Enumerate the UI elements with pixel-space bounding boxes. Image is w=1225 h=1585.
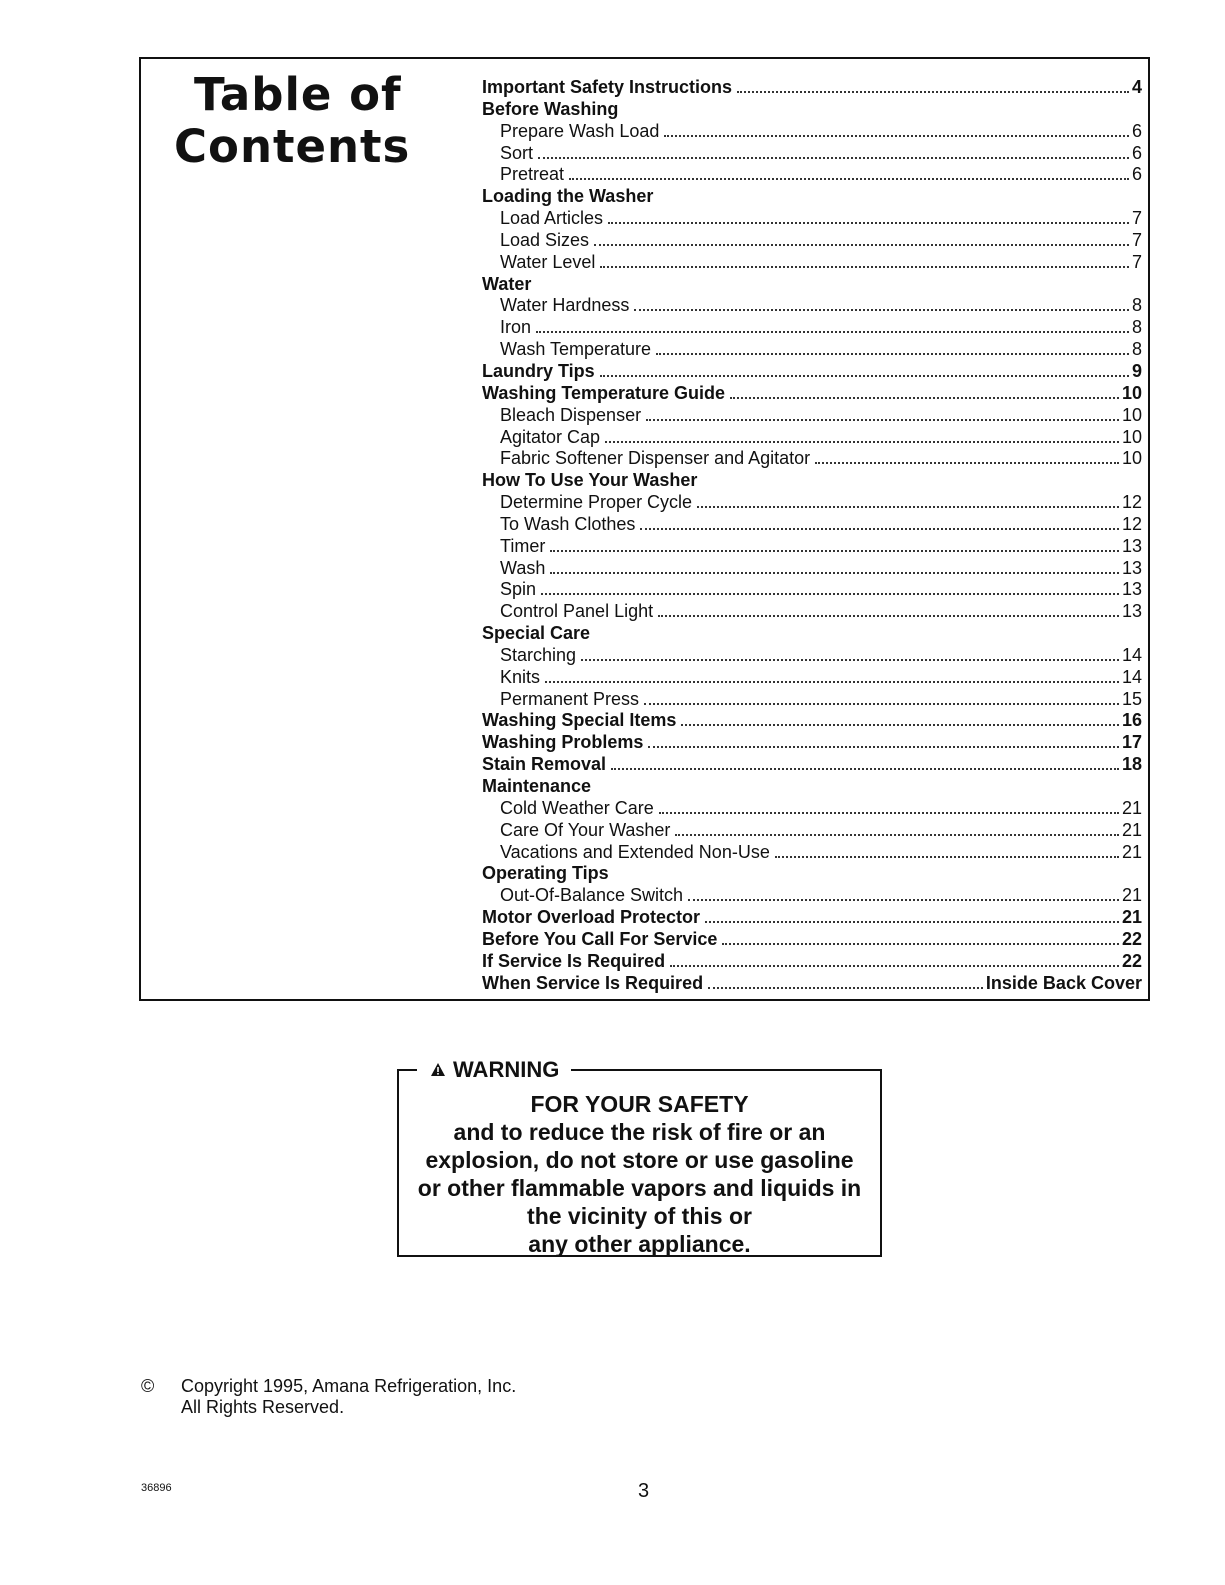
warning-box (397, 1057, 882, 1257)
toc-entry-page: 6 (1131, 120, 1142, 141)
dot-leader (708, 987, 983, 989)
toc-entry-page: 10 (1121, 448, 1142, 469)
toc-subentry (482, 558, 1142, 580)
dot-leader (640, 528, 1119, 530)
toc-entry-title: Care Of Your Washer (500, 819, 671, 840)
toc-subentry (482, 667, 1142, 689)
toc-entry-title: Cold Weather Care (500, 797, 654, 818)
toc-section-entry (482, 776, 1142, 798)
dot-leader (705, 921, 1119, 923)
toc-entry-title: Operating Tips (482, 863, 609, 884)
toc-entry-title: Determine Proper Cycle (500, 492, 693, 513)
toc-entry-title: Water (482, 273, 532, 294)
toc-subentry (482, 689, 1142, 711)
toc-section-entry (482, 863, 1142, 885)
dot-leader (569, 178, 1129, 180)
toc-entry-title: Important Safety Instructions (482, 77, 733, 97)
warning-line: and to reduce the risk of fire or an (453, 1119, 826, 1145)
toc-entry-title: Spin (500, 579, 537, 600)
toc-subentry (482, 885, 1142, 907)
toc-subentry (482, 252, 1142, 274)
toc-section-entry (482, 951, 1142, 973)
dot-leader (634, 309, 1129, 311)
toc-entry-title: Wash (500, 557, 546, 578)
toc-subentry (482, 536, 1142, 558)
toc-entry-title: Control Panel Light (500, 601, 654, 622)
dot-leader (536, 331, 1129, 333)
dot-leader (646, 419, 1119, 421)
toc-title-line2: Contents (174, 120, 411, 173)
dot-leader (608, 222, 1129, 224)
toc-title (174, 69, 410, 173)
toc-subentry (482, 427, 1142, 449)
toc-entry-page: 8 (1131, 339, 1142, 360)
toc-subentry (482, 579, 1142, 601)
toc-entry-page: 10 (1121, 382, 1142, 403)
toc-entry-page: 21 (1121, 907, 1142, 928)
toc-entry-page: 18 (1121, 754, 1142, 775)
dot-leader (605, 441, 1119, 443)
dot-leader (600, 266, 1129, 268)
toc-entry-page: 8 (1131, 317, 1142, 338)
warning-line: any other appliance. (528, 1231, 751, 1257)
dot-leader (775, 856, 1119, 858)
toc-entry-title: Timer (500, 535, 546, 556)
warning-line: FOR YOUR SAFETY (530, 1091, 749, 1117)
dot-leader (550, 572, 1119, 574)
toc-section-entry (482, 710, 1142, 732)
toc-section-entry (482, 470, 1142, 492)
toc-entry-title: When Service Is Required (482, 972, 704, 993)
toc-subentry (482, 317, 1142, 339)
toc-entry-page: 13 (1121, 535, 1142, 556)
page-number: 3 (638, 1480, 650, 1502)
dot-leader (730, 397, 1119, 399)
toc-entry-page: 16 (1121, 710, 1142, 731)
toc-entry-title: Iron (500, 317, 532, 338)
toc-entry-title: To Wash Clothes (500, 513, 636, 534)
toc-entry-title: Sort (500, 142, 534, 163)
toc-entry-page: 6 (1131, 164, 1142, 185)
toc-entry-page: 10 (1121, 404, 1142, 425)
toc-entry-page: 14 (1121, 644, 1142, 665)
dot-leader (656, 353, 1129, 355)
toc-subentry (482, 798, 1142, 820)
toc-entry-title: Stain Removal (482, 754, 607, 775)
toc-entry-page: 13 (1121, 579, 1142, 600)
toc-entry-title: Water Level (500, 251, 596, 272)
toc-entry-page: 12 (1121, 492, 1142, 513)
copyright-line: Copyright 1995, Amana Refrigeration, Inc. (181, 1376, 517, 1396)
toc-subentry (482, 339, 1142, 361)
toc-entry-title: Special Care (482, 623, 591, 644)
toc-list (482, 77, 1142, 994)
toc-entry-page: 7 (1131, 208, 1142, 229)
toc-subentry (482, 601, 1142, 623)
dot-leader (681, 724, 1119, 726)
dot-leader (664, 135, 1129, 137)
toc-entry-page: 21 (1121, 819, 1142, 840)
toc-entry-title: Washing Special Items (482, 710, 677, 731)
toc-entry-title: Prepare Wash Load (500, 120, 660, 141)
toc-entry-page: 9 (1131, 360, 1142, 381)
toc-subentry (482, 164, 1142, 186)
table-of-contents (139, 57, 1150, 1001)
toc-entry-page: 4 (1131, 77, 1142, 97)
toc-subentry (482, 405, 1142, 427)
toc-entry-page: 13 (1121, 601, 1142, 622)
toc-entry-title: Washing Temperature Guide (482, 382, 726, 403)
toc-subentry (482, 842, 1142, 864)
copyright-icon: © (141, 1376, 155, 1396)
toc-entry-title: Load Articles (500, 208, 604, 229)
toc-entry-title: Vacations and Extended Non-Use (500, 841, 770, 862)
warning-header (397, 1055, 882, 1085)
dot-leader (648, 746, 1119, 748)
toc-subentry (482, 121, 1142, 143)
toc-entry-title: Wash Temperature (500, 339, 652, 360)
toc-entry-title: Fabric Softener Dispenser and Agitator (500, 448, 811, 469)
toc-subentry (482, 820, 1142, 842)
toc-section-entry (482, 77, 1142, 99)
toc-section-entry (482, 973, 1142, 995)
toc-entry-page: Inside Back Cover (985, 972, 1142, 993)
toc-section-entry (482, 99, 1142, 121)
toc-entry-title: Starching (500, 644, 577, 665)
toc-section-entry (482, 274, 1142, 296)
toc-entry-title: Permanent Press (500, 688, 640, 709)
toc-entry-title: Maintenance (482, 776, 592, 796)
toc-subentry (482, 448, 1142, 470)
warning-line: or other flammable vapors and liquids in (417, 1175, 862, 1201)
toc-entry-page: 17 (1121, 732, 1142, 753)
toc-entry-page: 14 (1121, 666, 1142, 687)
dot-leader (697, 506, 1119, 508)
toc-entry-page: 8 (1131, 295, 1142, 316)
dot-leader (594, 244, 1129, 246)
toc-entry-title: Out-Of-Balance Switch (500, 885, 684, 906)
toc-section-entry (482, 754, 1142, 776)
toc-subentry (482, 492, 1142, 514)
toc-entry-title: If Service Is Required (482, 950, 666, 971)
toc-entry-page: 15 (1121, 688, 1142, 709)
toc-section-entry (482, 383, 1142, 405)
toc-subentry (482, 514, 1142, 536)
copyright-notice (141, 1376, 516, 1418)
toc-entry-page: 22 (1121, 928, 1142, 949)
toc-entry-page: 21 (1121, 841, 1142, 862)
toc-entry-page: 22 (1121, 950, 1142, 971)
dot-leader (670, 965, 1119, 967)
toc-entry-page: 7 (1131, 229, 1142, 250)
toc-section-entry (482, 361, 1142, 383)
toc-entry-page: 10 (1121, 426, 1142, 447)
dot-leader (581, 659, 1119, 661)
toc-subentry (482, 645, 1142, 667)
toc-subentry (482, 295, 1142, 317)
dot-leader (737, 91, 1129, 93)
dot-leader (541, 593, 1119, 595)
toc-entry-page: 21 (1121, 797, 1142, 818)
toc-entry-page: 12 (1121, 513, 1142, 534)
warning-label: WARNING (453, 1057, 560, 1082)
toc-subentry (482, 230, 1142, 252)
dot-leader (644, 703, 1119, 705)
dot-leader (600, 375, 1129, 377)
toc-title-line1: Table of (194, 68, 402, 121)
warning-line: explosion, do not store or use gasoline (425, 1147, 854, 1173)
document-code: 36896 (141, 1482, 172, 1494)
toc-entry-title: Agitator Cap (500, 426, 601, 447)
dot-leader (611, 768, 1119, 770)
warning-line: the vicinity of this or (527, 1203, 752, 1229)
dot-leader (659, 812, 1119, 814)
dot-leader (550, 550, 1119, 552)
toc-section-entry (482, 732, 1142, 754)
toc-entry-title: Water Hardness (500, 295, 630, 316)
warning-text (399, 1090, 880, 1258)
dot-leader (545, 681, 1119, 683)
toc-entry-title: Bleach Dispenser (500, 404, 642, 425)
toc-section-entry (482, 907, 1142, 929)
dot-leader (815, 462, 1119, 464)
toc-entry-page: 7 (1131, 251, 1142, 272)
toc-entry-page: 6 (1131, 142, 1142, 163)
toc-entry-title: Laundry Tips (482, 360, 595, 381)
toc-entry-title: Knits (500, 666, 541, 687)
toc-entry-title: Washing Problems (482, 732, 644, 753)
toc-entry-title: Loading the Washer (482, 186, 654, 207)
warning-triangle-icon (431, 1063, 445, 1077)
toc-subentry (482, 143, 1142, 165)
rights-line: All Rights Reserved. (181, 1397, 345, 1417)
toc-section-entry (482, 186, 1142, 208)
toc-entry-title: Before You Call For Service (482, 928, 718, 949)
dot-leader (722, 943, 1119, 945)
toc-section-entry (482, 929, 1142, 951)
dot-leader (538, 157, 1129, 159)
dot-leader (688, 899, 1119, 901)
toc-entry-title: Load Sizes (500, 229, 590, 250)
toc-entry-title: Motor Overload Protector (482, 907, 701, 928)
toc-entry-page: 21 (1121, 885, 1142, 906)
toc-entry-page: 13 (1121, 557, 1142, 578)
toc-entry-title: Pretreat (500, 164, 565, 185)
dot-leader (675, 834, 1119, 836)
dot-leader (658, 615, 1119, 617)
toc-subentry (482, 208, 1142, 230)
toc-entry-title: How To Use Your Washer (482, 470, 698, 491)
toc-section-entry (482, 623, 1142, 645)
toc-entry-title: Before Washing (482, 98, 619, 119)
